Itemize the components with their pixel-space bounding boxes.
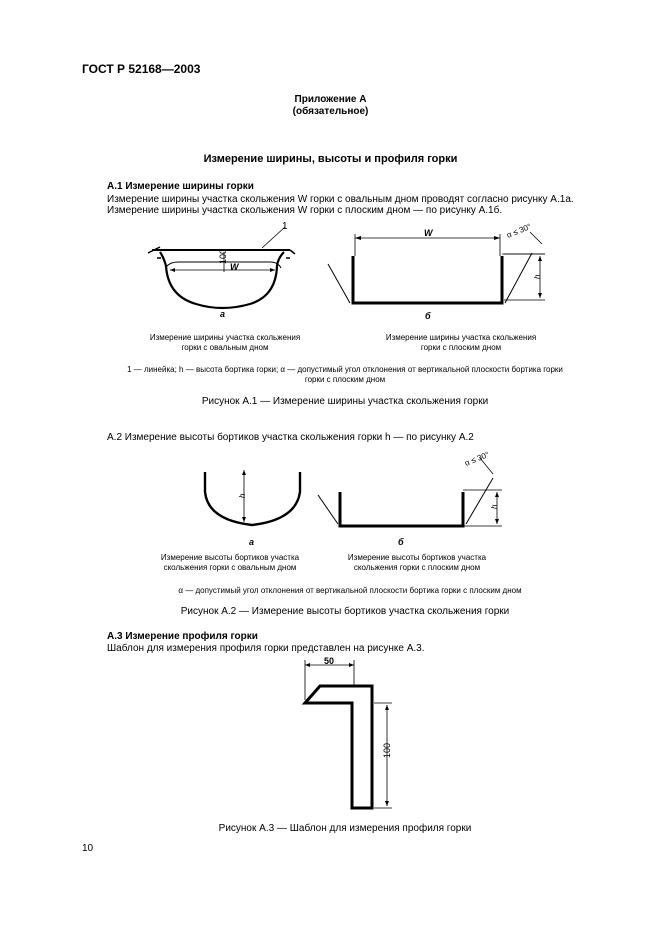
figure-a2a-caption-line2: скольжения горки с овальным дном [163, 563, 297, 572]
figure-a2-title: Рисунок А.2 — Измерение высоты бортиков участка скольжения горки [180, 606, 510, 617]
figure-a1-title: Рисунок А.1 — Измерение ширины участка скольжения горки [201, 396, 489, 407]
section-a2-heading: А.2 Измерение высоты бортиков участка скольжения горки h — по рисунку А.2 [107, 432, 474, 443]
main-title: Измерение ширины, высоты и профиля горки [203, 153, 458, 165]
appendix-status: (обязательное) [292, 106, 369, 117]
figure-a2b-caption-line2: скольжения горки с плоским дном [353, 563, 481, 572]
figure-a1b-caption-line1: Измерение ширины участка скольжения [385, 333, 537, 342]
figure-a2-label-b: б [398, 537, 404, 547]
figure-a1-legend-line1: 1 — линейка; h — высота бортика горки; α — допустимый угол отклонения от вертикальной плоскости бортика горки [127, 365, 563, 374]
figure-a2-legend: α — допустимый угол отклонения от вертикальной плоскости бортика горки с плоским дном [178, 586, 522, 595]
figure-a1-angle: α ≤ 30° [505, 221, 533, 240]
figure-a2-label-a: а [249, 537, 255, 547]
figure-a1-dim-w-right: W [424, 228, 433, 238]
figure-a1-label-a: а [220, 309, 226, 319]
section-a1-line1: Измерение ширины участка скольжения W горки с овальным дном проводят согласно рисунку А.1а. [107, 194, 574, 205]
figure-a1a-caption-line1: Измерение ширины участка скольжения [149, 333, 301, 342]
figure-a3-dim-100: 100 [382, 742, 392, 758]
page-number: 10 [82, 843, 94, 854]
figure-a1-dim-w-left: W [230, 262, 239, 272]
section-a1-line2: Измерение ширины участка скольжения W горки с плоским дном — по рисунку А.1б. [107, 205, 503, 216]
figure-a3-title: Рисунок А.3 — Шаблон для измерения профиля горки [218, 823, 472, 834]
figure-a2-dim-h-left: h [238, 493, 247, 498]
figure-a3-template-profile [305, 660, 392, 808]
figure-a1-legend-line2: горки с плоским дном [304, 375, 386, 384]
figure-a2b-caption-line1: Измерение высоты бортиков участка [347, 553, 487, 562]
figure-a1-label-b: б [425, 311, 431, 321]
figure-a3-dim-50: 50 [324, 656, 335, 666]
figure-a1a-caption-line2: горки с овальным дном [181, 343, 269, 352]
figure-a2a-caption-line1: Измерение высоты бортиков участка [160, 553, 300, 562]
figure-a1b-caption-line2: горки с плоским дном [420, 343, 502, 352]
section-a3-text: Шаблон для измерения профиля горки представлен на рисунке А.3. [107, 643, 425, 654]
figure-a2-dim-h-right: h [490, 504, 499, 509]
section-a3-heading: А.3 Измерение профиля горки [107, 631, 258, 642]
document-header: ГОСТ Р 52168—2003 [82, 62, 201, 76]
figure-a1-dim-h: h [533, 274, 542, 279]
figure-a2-angle: α ≤ 30° [463, 449, 491, 468]
appendix-title: Приложение А [294, 94, 367, 105]
section-a1-heading: А.1 Измерение ширины горки [107, 181, 254, 192]
figure-a1-callout: 1 [282, 221, 288, 232]
figure-a1-dim-100: 100 [218, 248, 228, 264]
